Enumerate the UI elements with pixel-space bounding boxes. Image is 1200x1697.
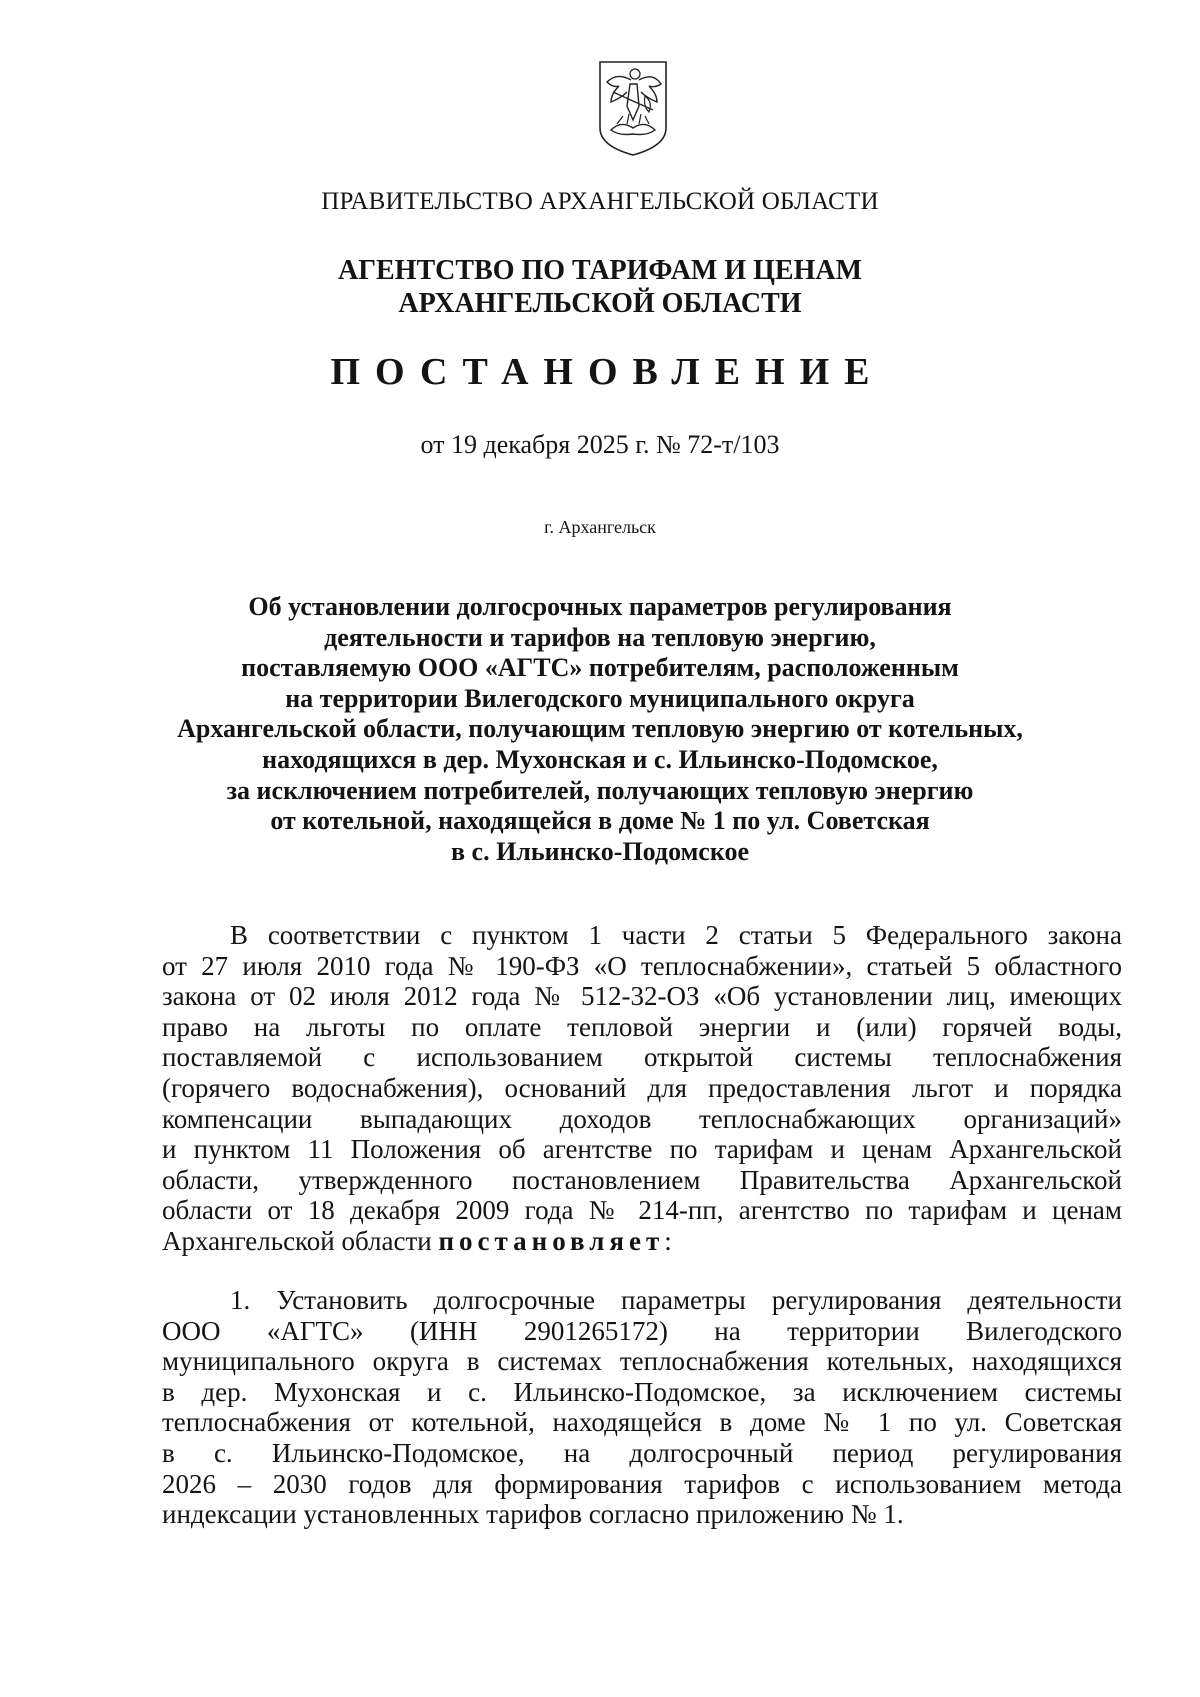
resolves-word: постановляет [438,1225,665,1256]
item-line: теплоснабжения от котельной, находящейся в доме № 1 по ул. Советская [162,1407,1122,1438]
document-city: г. Архангельск [544,517,656,537]
preamble-line-start: Архангельской области [162,1225,439,1256]
item-line: в с. Ильинско-Подомское, на долгосрочный период регулирования [162,1437,1122,1468]
document-date-number: от 19 декабря 2025 г. № 72-т/103 [420,430,780,459]
preamble-line: поставляемой с использованием открытой системы теплоснабжения [162,1042,1122,1073]
subject-line: от котельной, находящейся в доме № 1 по ул. Советская [270,806,930,836]
resolves-colon: : [664,1225,672,1256]
preamble-line: области, утвержденного постановлением Правительства Архангельской [162,1164,1122,1195]
preamble-paragraph [162,920,1122,1257]
item-line: ООО «АГТС» (ИНН 2901265172) на территории Вилегодского [162,1315,1122,1346]
preamble-line: (горячего водоснабжения), оснований для предоставления льгот и порядка [162,1072,1122,1103]
document-type-title: ПОСТАНОВЛЕНИЕ [330,351,885,393]
item-line: 2026 – 2030 годов для формирования тарифов с использованием метода [162,1468,1122,1499]
document-subject [0,592,1200,867]
preamble-line: и пунктом 11 Положения об агентстве по тарифам и ценам Архангельской [162,1134,1122,1165]
subject-line: Архангельской области, получающим тепловую энергию от котельных, [177,714,1023,744]
subject-line: деятельности и тарифов на тепловую энергию, [324,622,876,652]
item-line: в дер. Мухонская и с. Ильинско-Подомское, за исключением системы [162,1376,1122,1407]
agency-name [0,254,1200,320]
preamble-line: право на льготы по оплате тепловой энергии и (или) горячей воды, [162,1011,1122,1042]
agency-name-line: АРХАНГЕЛЬСКОЙ ОБЛАСТИ [398,288,802,319]
government-header: ПРАВИТЕЛЬСТВО АРХАНГЕЛЬСКОЙ ОБЛАСТИ [321,188,879,215]
preamble-line: закона от 02 июля 2012 года № 512-32-ОЗ «Об установлении лиц, имеющих [162,981,1122,1012]
subject-line: за исключением потребителей, получающих тепловую энергию [226,775,974,805]
agency-name-line: АГЕНТСТВО ПО ТАРИФАМ И ЦЕНАМ [337,255,863,286]
preamble-line: от 27 июля 2010 года № 190-ФЗ «О теплоснабжении», статьей 5 областного [162,950,1122,981]
item-line: 1. Установить долгосрочные параметры регулирования деятельности [230,1285,1122,1315]
item-line: индексации установленных тарифов согласно приложению № 1. [162,1499,904,1530]
subject-line: в с. Ильинско-Подомское [451,836,749,866]
preamble-line: В соответствии с пунктом 1 части 2 статьи 5 Федерального закона [230,920,1122,950]
subject-line: Об установлении долгосрочных параметров регулирования [248,592,952,621]
arkhangelsk-coat-of-arms-icon [597,58,669,158]
subject-line: на территории Вилегодского муниципального округа [285,683,915,713]
preamble-line: области от 18 декабря 2009 года № 214-пп, агентство по тарифам и ценам [162,1195,1122,1226]
subject-line: поставляемую ООО «АГТС» потребителям, расположенным [241,653,959,683]
item-line: муниципального округа в системах теплоснабжения котельных, находящихся [162,1346,1122,1377]
subject-line: находящихся в дер. Мухонская и с. Ильинско-Подомское, [262,744,938,774]
preamble-final-line [162,1226,1122,1257]
preamble-line: компенсации выпадающих доходов теплоснабжающих организаций» [162,1103,1122,1134]
item-1-paragraph [162,1285,1122,1530]
